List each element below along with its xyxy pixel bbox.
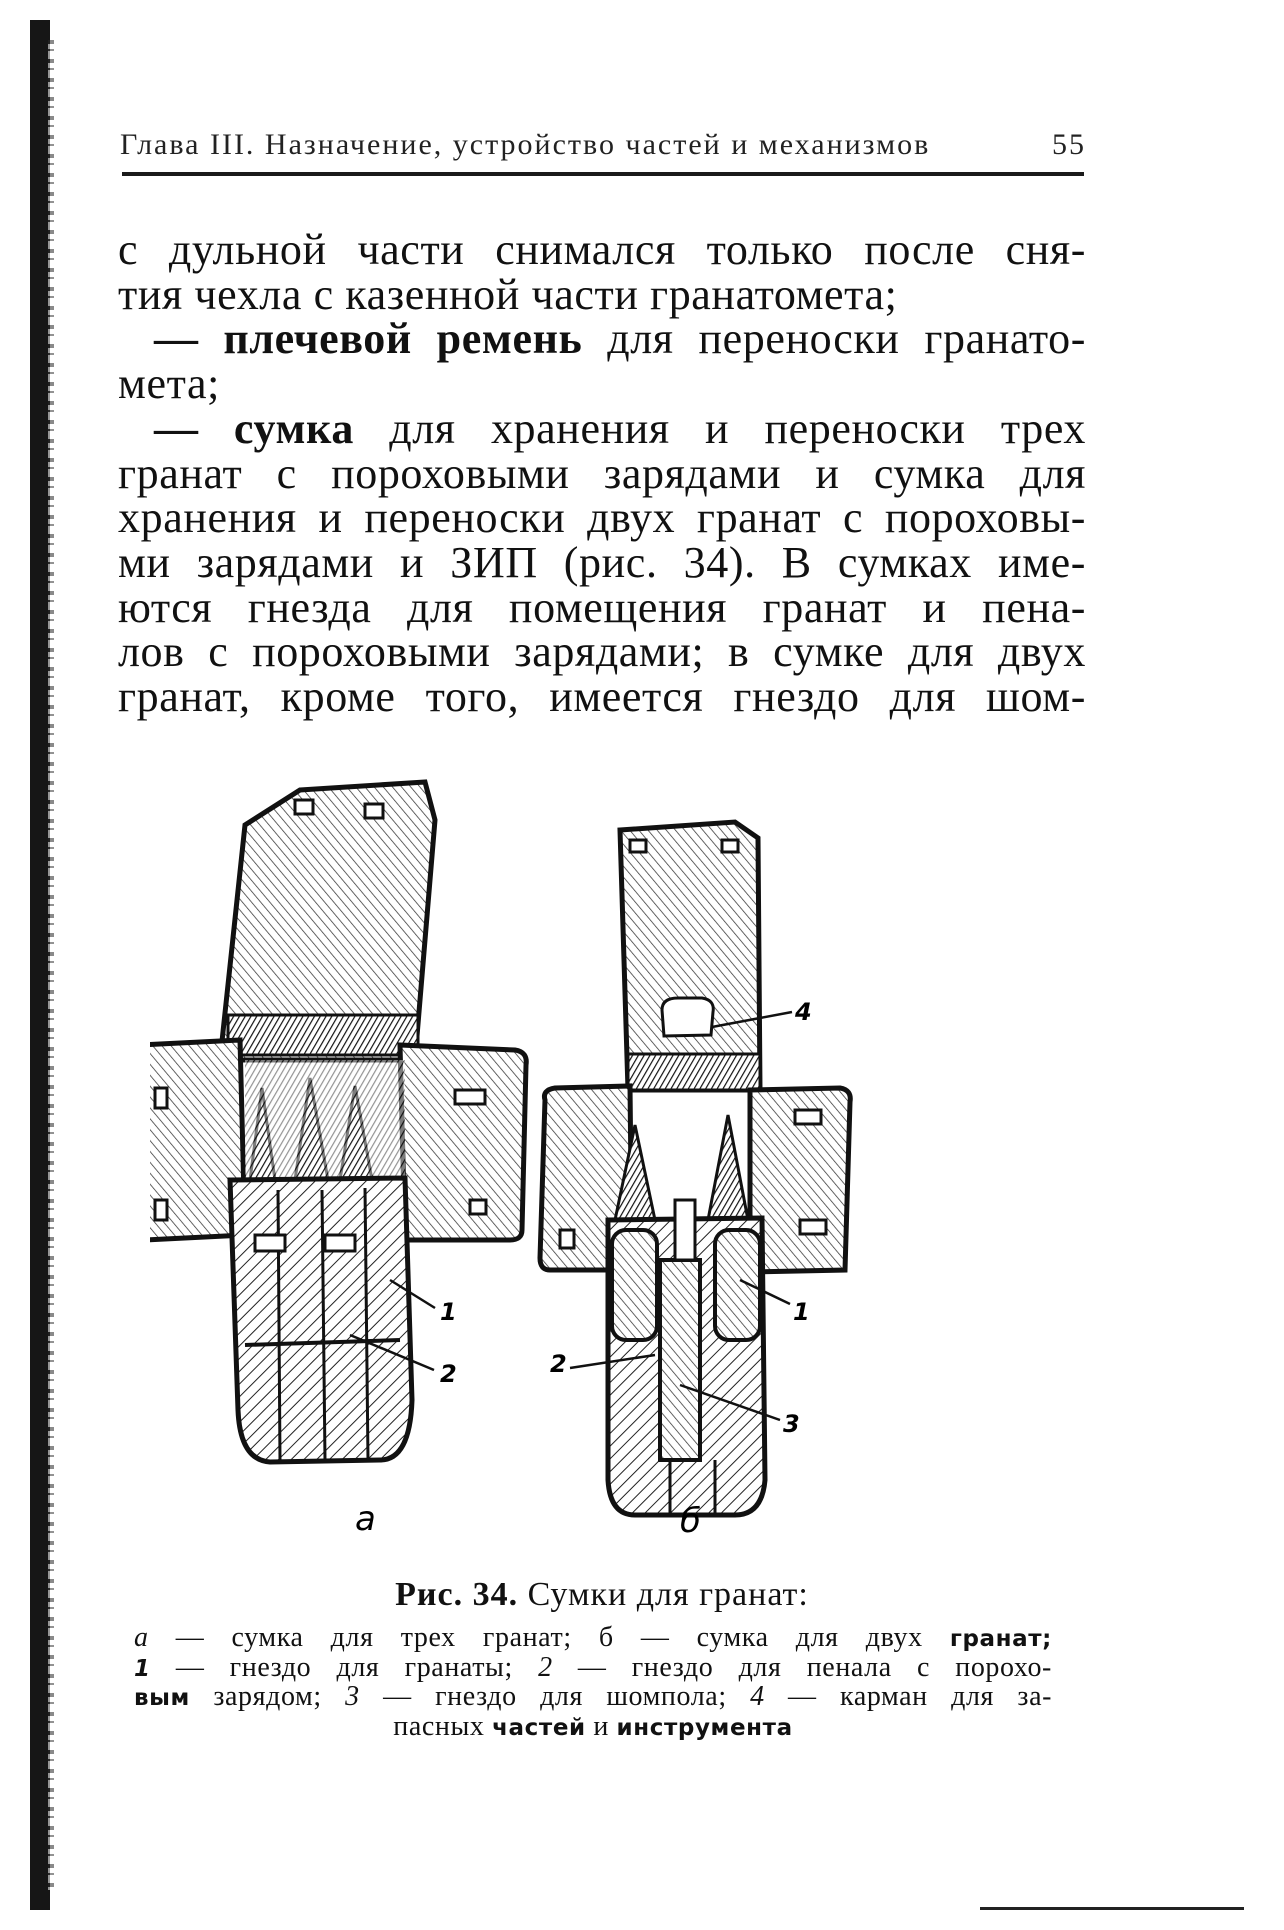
body-line: ми зарядами и ЗИП (рис. 34). В сумках име- [118, 537, 1086, 587]
body-line: с дульной части снимался только после сня- [118, 225, 1086, 274]
panel-label-a: а [355, 1499, 376, 1539]
legend-text-heavy: вым [134, 1685, 190, 1711]
callout-b4: 4 [795, 998, 812, 1026]
legend-text-heavy: инструмента [616, 1714, 793, 1741]
body-line: хранения и переноски двух гранат с пороховы- [118, 493, 1086, 543]
body-line: тия чехла с казенной части гранатомета; [118, 269, 898, 319]
body-text [118, 225, 1087, 722]
callout-a2: 2 [440, 1360, 457, 1388]
body-line-rest: для переноски гранато- [582, 314, 1086, 364]
legend-key: 1 [134, 1655, 151, 1682]
body-line: гранат с пороховыми зарядами и сумка для [118, 448, 1086, 498]
header-rule [122, 172, 1084, 176]
figure-caption-title [118, 1576, 1086, 1614]
legend-text: пасных [393, 1710, 493, 1742]
legend-text: — гнездо для шомпола; [359, 1681, 751, 1712]
bag-a-right-wing [400, 1045, 526, 1240]
bag-b [540, 822, 850, 1515]
body-line: лов с пороховыми зарядами; в сумке для двух [118, 627, 1086, 677]
figure-label: Рис. 34. [395, 1576, 519, 1613]
body-line: мета; [118, 359, 220, 409]
callout-b3: 3 [783, 1410, 800, 1438]
figure-title: Сумки для гранат: [518, 1576, 809, 1613]
bag-b-flap [620, 822, 760, 1090]
book-spine-edge [48, 40, 54, 1890]
page-number: 55 [1052, 128, 1086, 161]
body-line [118, 403, 1087, 453]
body-line: ются гнезда для помещения гранат и пена- [118, 582, 1086, 632]
legend-text-heavy: частей [492, 1714, 586, 1741]
term-shoulder-strap: — плечевой ремень [154, 314, 583, 364]
legend-line [134, 1624, 1052, 1654]
figure-34 [150, 760, 1060, 1550]
legend-text: — карман для за- [764, 1681, 1053, 1712]
legend-text: — гнездо для гранаты; [150, 1651, 539, 1683]
chapter-title: Глава III. Назначение, устройство частей и механизмов [120, 128, 931, 161]
callout-a1: 1 [440, 1298, 457, 1326]
bag-b-pocket [662, 998, 713, 1036]
callout-b1: 1 [793, 1298, 810, 1326]
body-line [118, 314, 1086, 364]
legend-key: а [134, 1622, 149, 1653]
body-line: гранат, кроме того, имеется гнездо для шом- [118, 672, 1086, 722]
legend-text: и [585, 1710, 617, 1742]
legend-line [134, 1710, 1052, 1743]
legend-key: 2 [538, 1651, 553, 1683]
book-spine-shadow [30, 20, 50, 1910]
legend-text: зарядом; [189, 1681, 346, 1712]
bottom-edge-line [980, 1907, 1244, 1910]
legend-text-heavy: гранат; [949, 1626, 1052, 1652]
bag-a [150, 782, 526, 1462]
panel-label-b: б [680, 1501, 701, 1541]
figure-legend [134, 1624, 1052, 1742]
grenade-bags-illustration [150, 760, 1060, 1550]
legend-key: 4 [750, 1681, 765, 1712]
legend-line [134, 1683, 1052, 1713]
term-bag: — сумка [154, 403, 354, 453]
legend-text: — сумка для трех гранат; б — сумка для двух [148, 1622, 950, 1653]
legend-key: 3 [345, 1681, 360, 1712]
legend-text: — гнездо для пенала с порохо- [552, 1651, 1052, 1683]
callout-b2: 2 [550, 1350, 567, 1378]
running-head [120, 128, 1086, 162]
body-line-rest: для хранения и переноски трех [353, 403, 1087, 453]
legend-line [134, 1651, 1052, 1684]
